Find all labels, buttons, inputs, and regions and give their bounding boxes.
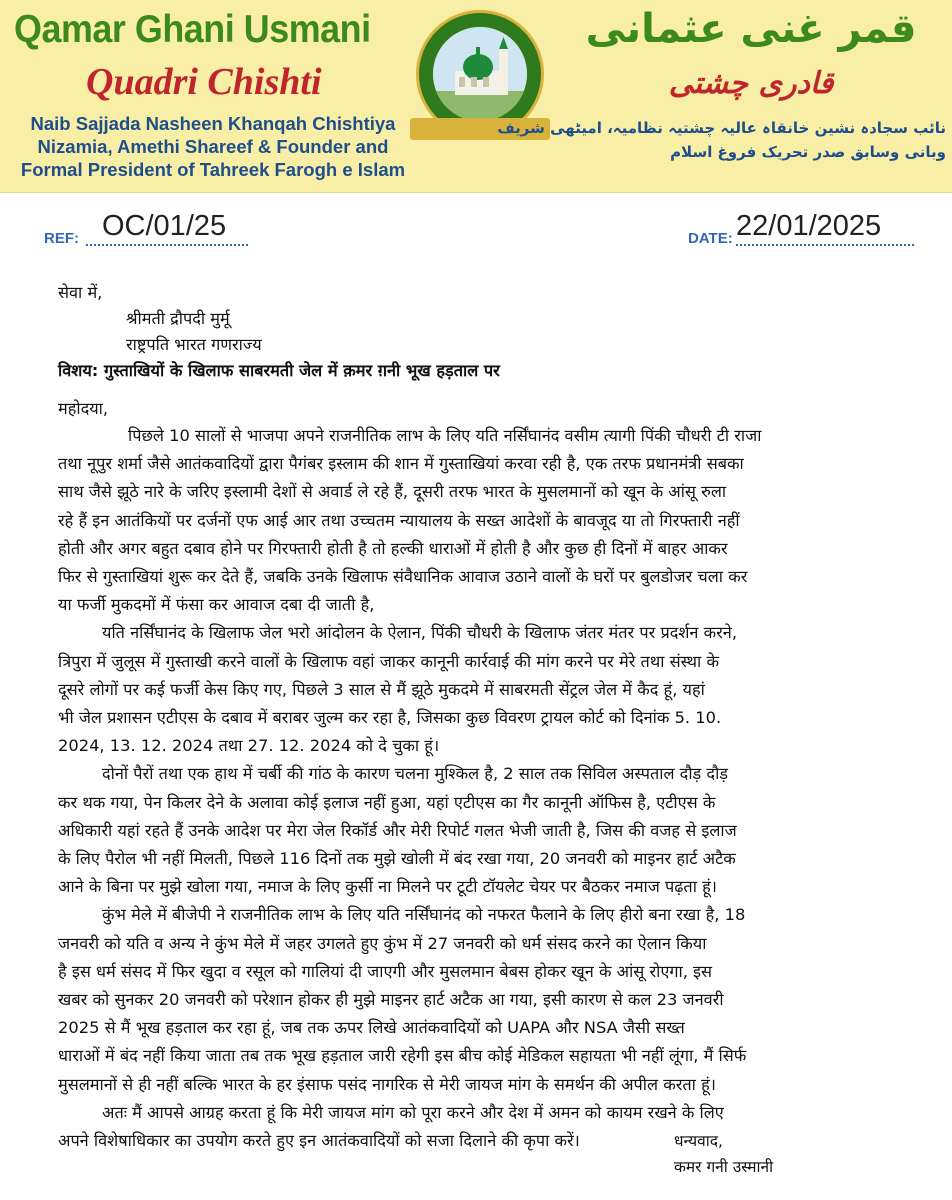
paragraph-line: कर थक गया, पेन किलर देने के अलावा कोई इलाज नहीं हुआ, यहां एटीएस का गैर कानूनी ऑफिस है, एटीएस के — [58, 792, 716, 812]
paragraph-line: आने के बिना पर मुझे खोला गया, नमाज के लिए कुर्सी ना मिलने पर टूटी टॉयलेट चेयर पर बैठकर नमाज पढ़ता हूं। — [58, 877, 717, 897]
paragraph-line: होती और अगर बहुत दबाव होने पर गिरफ्तारी होती है तो हल्की धाराओं में होती है और कुछ ही दिनों में बाहर आकर — [58, 538, 728, 558]
mosque-icon — [433, 27, 527, 121]
paragraph-line: धाराओं में बंद नहीं किया जाता तब तक भूख हड़ताल जारी रहेगी इस बीच कोई मेडिकल सहायता भी नहीं लूंगा, मैं सिर्फ — [58, 1046, 747, 1066]
letterhead-subtitle-english: Quadri Chishti — [86, 61, 322, 103]
date-label: DATE: — [688, 230, 733, 247]
paragraph-line: भी जेल प्रशासन एटीएस के दबाव में बराबर जुल्म कर रहा है, जिसका कुछ विवरण ट्रायल कोर्ट को दिनांक 5. 10. — [58, 708, 722, 728]
paragraph-line: कुंभ मेले में बीजेपी ने राजनीतिक लाभ के लिए यति नर्सिंघानंद को नफरत फैलाने के लिए हीरो बना रखा है, 18 — [102, 905, 746, 925]
paragraph-line: यति नर्सिंघानंद के खिलाफ जेल भरो आंदोलन के ऐलान, पिंकी चौधरी के खिलाफ जंतर मंतर पर प्रदर्शन करने, — [102, 623, 738, 643]
ref-label: REF: — [44, 230, 79, 247]
letterhead-description-english — [8, 112, 418, 181]
paragraph-line: के लिए पैरोल भी नहीं मिलती, पिछले 116 दिनों तक मुझे खोली में बंद रखा गया, 20 जनवरी को माइनर हार्ट अटैक — [58, 849, 736, 869]
addressee-title: राष्ट्रपति भारत गणराज्य — [126, 335, 262, 354]
subject-line: विशय: गुस्ताखियों के खिलाफ साबरमती जेल में क़मर ग़नी भूख हड़ताल पर — [58, 361, 500, 380]
letterhead-description-line: Formal President of Tahreek Farogh e Islam — [20, 159, 406, 180]
signature-name: कमर गनी उस्मानी — [674, 1158, 774, 1176]
paragraph-line: अतः मैं आपसे आग्रह करता हूं कि मेरी जायज मांग को पूरा करने और देश में अमन को कायम रखने के लिए — [102, 1102, 724, 1122]
paragraph-line: अधिकारी यहां रहते हैं उनके आदेश पर मेरा जेल रिकॉर्ड और मेरी रिपोर्ट गलत भेजी जाती है, जिस की वजह से इलाज — [58, 820, 737, 840]
reference-row — [0, 208, 952, 258]
paragraph-1 — [58, 422, 918, 619]
letterhead-description-line: Naib Sajjada Nasheen Khanqah Chishtiya — [30, 113, 396, 134]
letterhead-subtitle-urdu: قادری چشتی — [668, 66, 834, 101]
paragraph-line: या फर्जी मुकदमों में फंसा कर आवाज दबा दी जाती है, — [58, 595, 375, 615]
letterhead-name-english: Qamar Ghani Usmani — [14, 8, 371, 51]
letterhead-description-line: Nizamia, Amethi Shareef & Founder and — [37, 136, 389, 157]
ref-value: OC/01/25 — [86, 208, 248, 246]
paragraph-5 — [58, 1099, 918, 1155]
paragraph-line: जनवरी को यति व अन्य ने कुंभ मेले में जहर उगलते हुए कुंभ में 27 जनवरी को धर्म संसद करने का ऐलान किया — [58, 933, 707, 953]
letterhead-description-urdu — [497, 116, 946, 164]
addressee-name: श्रीमती द्रौपदी मुर्मू — [126, 309, 230, 328]
paragraph-line: मुसलमानों से ही नहीं बल्कि भारत के हर इंसाफ पसंद नागरिक से मेरी जायज मांग के समर्थन की अपील करता हूं। — [58, 1074, 716, 1094]
closing-thanks: धन्यवाद, — [674, 1132, 723, 1150]
letterhead-name-urdu: قمر غنی عثمانی — [585, 6, 917, 52]
letterhead-description-line: نائب سجادہ نشین خانقاہ عالیہ چشتیہ نظامیہ، امیٹھی شریف — [497, 119, 946, 137]
paragraph-line: तथा नूपुर शर्मा जैसे आतंकवादियों द्वारा पैगंबर इस्लाम की शान में गुस्ताखियां करवा रही है, एक तरफ प्रधानमंत्री सबका — [58, 454, 744, 474]
paragraph-line: पिछले 10 सालों से भाजपा अपने राजनीतिक लाभ के लिए यति नर्सिंघानंद वसीम त्यागी पिंकी चौधरी टी राजा — [128, 426, 762, 445]
paragraph-line: फिर से गुस्ताखियां शुरू कर देते हैं, जबकि उनके खिलाफ संवैधानिक आवाज उठाने वालों के घरों पर बुलडोजर चला कर — [58, 567, 748, 587]
date-value: 22/01/2025 — [736, 208, 914, 246]
paragraph-line: खबर को सुनकर 20 जनवरी को परेशान होकर ही मुझे माइनर हार्ट अटैक आ गया, इसी कारण से कल 23 जनवरी — [58, 990, 724, 1010]
closing-block — [674, 1128, 773, 1180]
paragraph-line: साथ जैसे झूठे नारे के जरिए इस्लामी देशों से अवार्ड ले रहे हैं, दूसरी तरफ भारत के मुसलमानों को खून के आंसू रुला — [58, 482, 727, 502]
paragraph-line: रहे हैं इन आतंकियों पर दर्जनों एफ आई आर तथा उच्चतम न्यायालय के सख्त आदेशों के बावजूद या तो गिरफ्तारी नहीं — [58, 510, 740, 530]
letterhead-description-line: وبانی وسابق صدر تحریک فروغ اسلام — [670, 143, 946, 161]
salutation: सेवा में, — [58, 283, 103, 302]
paragraph-line: दूसरे लोगों पर कई फर्जी केस किए गए, पिछले 3 साल से मैं झूठे मुकदमे में साबरमती सेंट्रल जेल में कैद हूं, यहां — [58, 679, 705, 699]
paragraph-line: अपने विशेषाधिकार का उपयोग करते हुए इन आतंकवादियों को सजा दिलाने की कृपा करें। — [58, 1131, 580, 1151]
paragraph-line: है इस धर्म संसद में फिर खुदा व रसूल को गालियां दी जाएगी और मुसलमान बेबस होकर खून के आंसू रोएगा, इस — [58, 961, 713, 981]
letter-body — [58, 280, 918, 1155]
paragraph-3 — [58, 760, 918, 901]
paragraph-line: 2024, 13. 12. 2024 तथा 27. 12. 2024 को दे चुका हूं। — [58, 736, 440, 756]
greeting: महोदया, — [58, 399, 109, 418]
paragraph-line: दोनों पैरों तथा एक हाथ में चर्बी की गांठ के कारण चलना मुश्किल है, 2 साल तक सिविल अस्पताल दौड़ दौड़ — [102, 764, 728, 784]
paragraph-line: 2025 से मैं भूख हड़ताल कर रहा हूं, जब तक ऊपर लिखे आतंकवादियों को UAPA और NSA जैसी सख्त — [58, 1018, 685, 1038]
paragraph-2 — [58, 619, 918, 760]
letterhead — [0, 0, 952, 193]
paragraph-4 — [58, 901, 918, 1098]
paragraph-line: त्रिपुरा में जुलूस में गुस्ताखी करने वालों के खिलाफ वहां जाकर कानूनी कार्रवाई की मांग करने पर मेरे तथा संस्था के — [58, 651, 719, 671]
